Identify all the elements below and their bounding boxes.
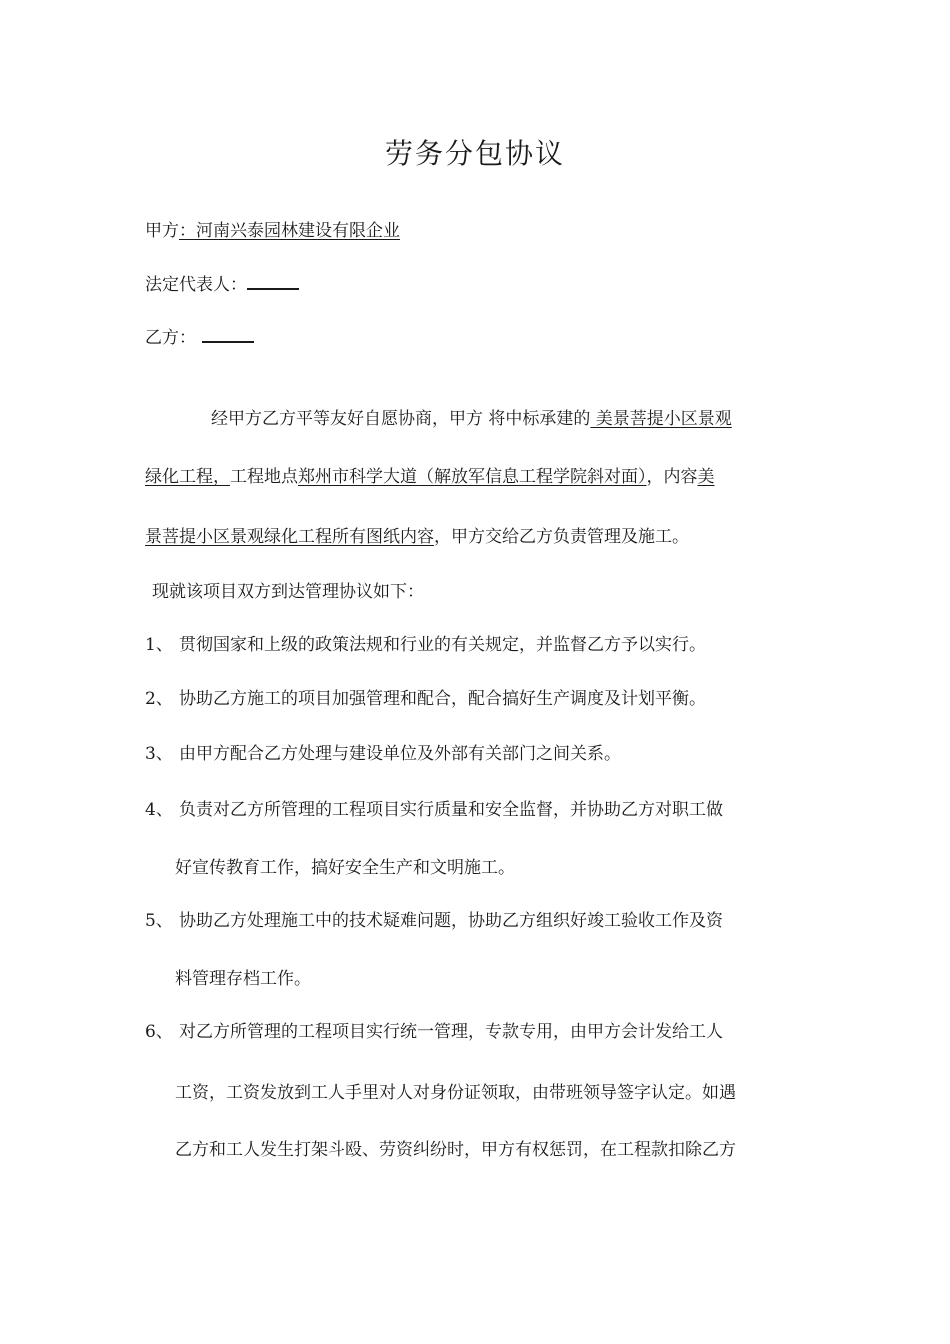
intro-line-3 — [145, 522, 689, 547]
item-number: 3、 — [145, 744, 173, 764]
item-number: 4、 — [145, 800, 173, 820]
intro-text: ，甲方交给乙方负责管理及施工。 — [434, 527, 689, 547]
legal-rep-line — [145, 270, 299, 295]
list-item — [145, 684, 706, 709]
party-b-line — [145, 323, 254, 348]
item-text-cont: 料管理存档工作。 — [175, 969, 311, 989]
list-item — [145, 739, 621, 764]
item-number: 5、 — [145, 911, 173, 931]
item-text-cont: 好宣传教育工作，搞好安全生产和文明施工。 — [175, 858, 515, 878]
item-text: 负责对乙方所管理的工程项目实行质量和安全监督，并协助乙方对职工做 — [179, 800, 723, 820]
list-item — [145, 906, 723, 931]
item-text: 协助乙方处理施工中的技术疑难问题，协助乙方组织好竣工验收工作及资 — [179, 911, 723, 931]
item-number: 6、 — [145, 1022, 173, 1042]
intro-line-4: 现就该项目双方到达管理协议如下： — [152, 582, 424, 602]
intro-text: 经甲方乙方平等友好自愿协商，甲方 将中标承建的 — [211, 409, 591, 429]
project-location: 郑州市科学大道（解放军信息工程学院斜对面） — [298, 467, 647, 487]
intro-line-1 — [211, 404, 732, 429]
project-content: 美 — [697, 467, 715, 487]
project-name-cont: 绿化工程， — [145, 467, 230, 487]
document-title: 劳务分包协议 — [384, 137, 565, 170]
project-name: 美景菩提小区景观 — [590, 409, 732, 429]
party-b-label: 乙方： — [145, 328, 196, 348]
list-item — [145, 1017, 723, 1042]
list-item — [145, 630, 706, 655]
item-text-cont: 工资，工资发放到工人手里对人对身份证领取，由带班领导签字认定。如遇 — [175, 1083, 736, 1103]
legal-rep-blank — [247, 276, 299, 290]
project-content-cont: 景菩提小区景观绿化工程所有图纸内容 — [145, 527, 434, 547]
item-number: 1、 — [145, 635, 173, 655]
party-a-label: 甲方 — [145, 221, 179, 241]
item-text: 协助乙方施工的项目加强管理和配合，配合搞好生产调度及计划平衡。 — [179, 689, 706, 709]
party-a-name: ：河南兴泰园林建设有限企业 — [179, 221, 400, 241]
item-text: 对乙方所管理的工程项目实行统一管理，专款专用，由甲方会计发给工人 — [179, 1022, 723, 1042]
item-text: 由甲方配合乙方处理与建设单位及外部有关部门之间关系。 — [179, 744, 621, 764]
item-text-cont: 乙方和工人发生打架斗殴、劳资纠纷时，甲方有权惩罚，在工程款扣除乙方 — [175, 1140, 736, 1160]
intro-line-2 — [145, 462, 715, 487]
list-item — [145, 795, 723, 820]
content-label: ，内容 — [646, 467, 698, 487]
item-number: 2、 — [145, 689, 173, 709]
party-a-line — [145, 216, 400, 241]
legal-rep-label: 法定代表人： — [145, 275, 247, 295]
location-label: 工程地点 — [230, 467, 298, 487]
item-text: 贯彻国家和上级的政策法规和行业的有关规定，并监督乙方予以实行。 — [179, 635, 706, 655]
party-b-blank — [202, 329, 254, 343]
